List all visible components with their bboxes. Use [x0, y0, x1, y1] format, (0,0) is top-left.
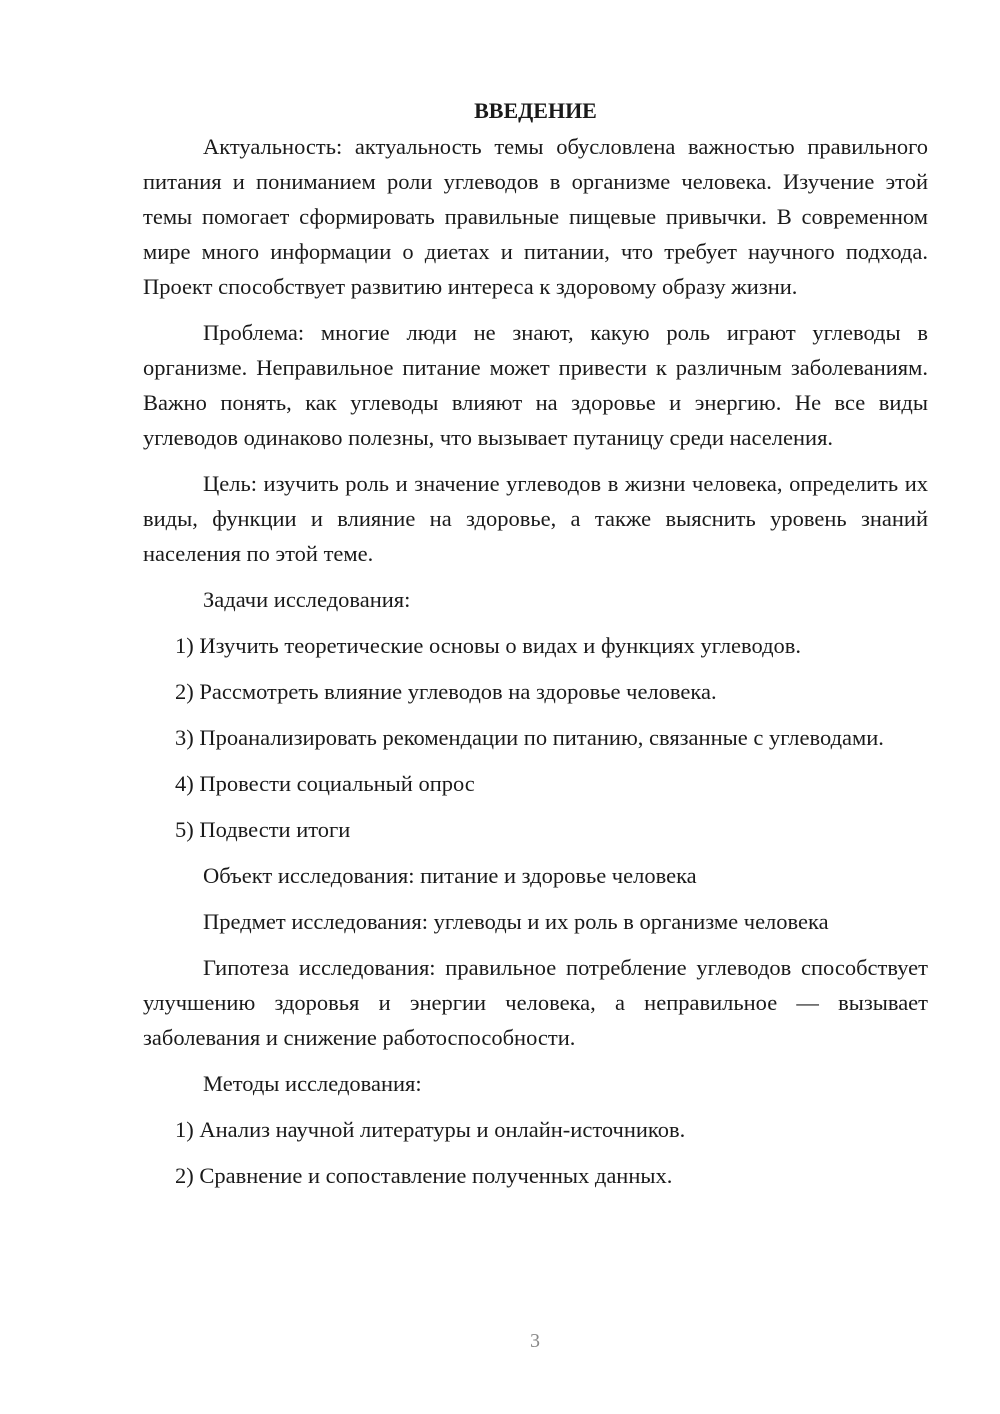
page-content — [143, 93, 928, 1204]
problem-paragraph: Проблема: многие люди не знают, какую роль играют углеводы в организме. Неправильное питание может привести к различным заболеваниям. Важно понять, как углеводы влияют на здоровье и энергию. Не все виды углеводов одинаково полезны, что вызывает путаницу среди населения. — [143, 320, 928, 450]
task-item: 2) Рассмотреть влияние углеводов на здоровье человека. — [175, 679, 717, 704]
hypothesis-paragraph: Гипотеза исследования: правильное потребление углеводов способствует улучшению здоровья и энергии человека, а неправильное — вызывает заболевания и снижение работоспособности. — [143, 955, 928, 1050]
task-item: 5) Подвести итоги — [175, 817, 351, 842]
method-item: 1) Анализ научной литературы и онлайн-источников. — [175, 1117, 686, 1142]
object-paragraph: Объект исследования: питание и здоровье человека — [203, 863, 697, 888]
tasks-heading: Задачи исследования: — [203, 587, 411, 612]
page-number: 3 — [530, 1330, 540, 1352]
relevance-paragraph: Актуальность: актуальность темы обусловлена важностью правильного питания и пониманием роли углеводов в организме человека. Изучение этой темы помогает сформировать правильные пищевые привычки. В современном мире много информации о диетах и питании, что требует научного подхода. Проект способствует развитию интереса к здоровому образу жизни. — [143, 134, 928, 299]
section-title: ВВЕДЕНИЕ — [474, 98, 597, 123]
task-item: 3) Проанализировать рекомендации по питанию, связанные с углеводами. — [175, 725, 884, 750]
goal-paragraph: Цель: изучить роль и значение углеводов в жизни человека, определить их виды, функции и влияние на здоровье, а также выяснить уровень знаний населения по этой теме. — [143, 471, 928, 566]
methods-heading: Методы исследования: — [203, 1071, 422, 1096]
task-item: 1) Изучить теоретические основы о видах и функциях углеводов. — [175, 633, 802, 658]
method-item: 2) Сравнение и сопоставление полученных данных. — [175, 1163, 673, 1188]
task-item: 4) Провести социальный опрос — [175, 771, 475, 796]
subject-paragraph: Предмет исследования: углеводы и их роль в организме человека — [203, 909, 829, 934]
